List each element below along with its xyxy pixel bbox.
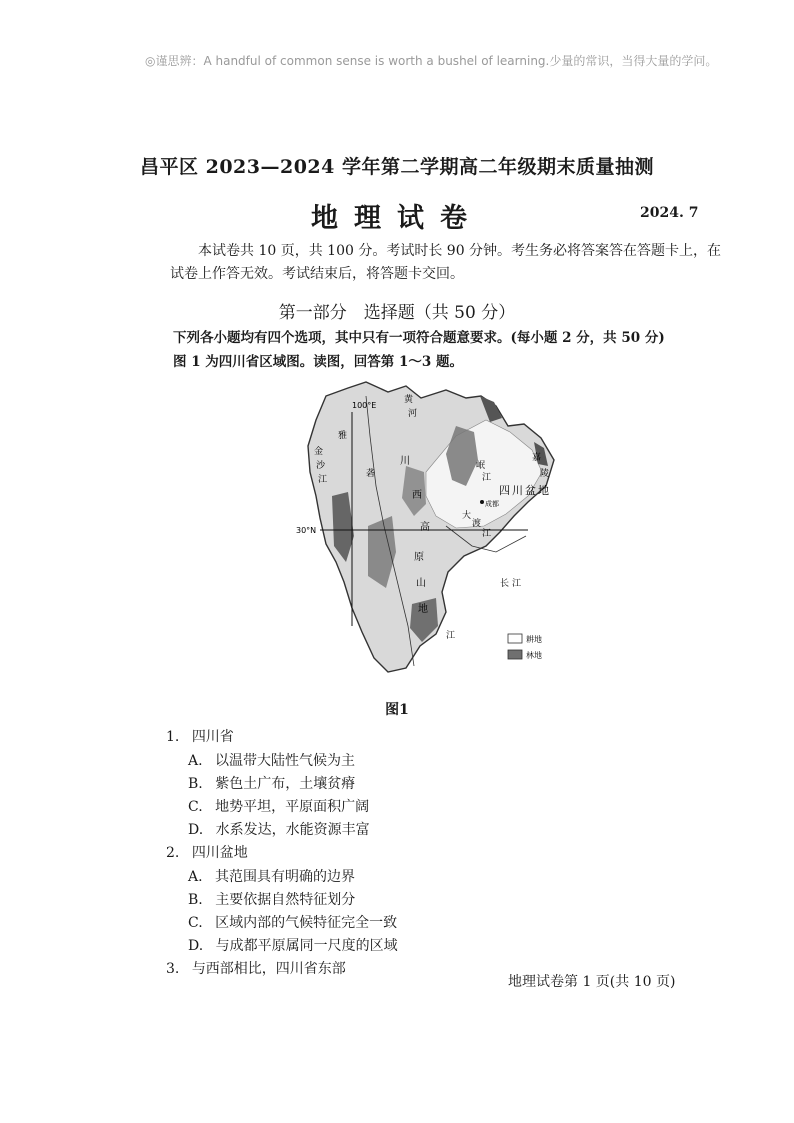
map-label: 雅 <box>338 431 348 441</box>
map-label: 沙 <box>316 461 326 471</box>
map-label: 江 <box>512 579 522 589</box>
map-label: 高 <box>420 522 430 533</box>
option-1d <box>188 819 370 839</box>
legend-farmland-swatch <box>508 634 522 643</box>
question-stem: 四川省 <box>191 729 234 745</box>
question-stem: 四川盆地 <box>191 845 248 861</box>
map-label: 山 <box>416 578 426 589</box>
map-label: 川 <box>400 456 410 467</box>
watermark-text: ◎谨思辨：A handful of common sense is worth a bushel of learning.少量的常识，当得大量的学问。 <box>145 54 718 68</box>
option-key: C. <box>188 799 203 815</box>
chengdu-marker <box>480 500 484 504</box>
map-label: 江 <box>446 631 456 641</box>
sichuan-map-figure <box>296 376 560 682</box>
question-number: 1. <box>166 729 180 745</box>
option-key: D. <box>188 938 204 954</box>
question-stem: 与西部相比，四川省东部 <box>191 961 346 977</box>
option-1c <box>188 796 369 816</box>
legend-farmland-label: 耕地 <box>526 635 542 644</box>
latitude-label: 30°N <box>296 526 317 535</box>
map-label: 江 <box>482 473 492 483</box>
map-label: 江 <box>318 475 328 485</box>
option-key: A. <box>188 869 203 885</box>
figure-intro: 图 1 为四川省区域图。读图，回答第 1～3 题。 <box>173 354 463 370</box>
map-label: 嘉 <box>532 453 542 463</box>
exam-intro: 本试卷共 10 页，共 100 分。考试时长 90 分钟。考生务必将答案答在答题卡上，在试卷上作答无效。考试结束后，将答题卡交回。 <box>170 243 722 282</box>
legend-forest-swatch <box>508 650 522 659</box>
map-label: 江 <box>482 529 492 539</box>
option-text: 主要依据自然特征划分 <box>215 892 356 908</box>
subject-title: 地理试卷 <box>311 203 483 234</box>
option-1b <box>188 773 355 793</box>
option-text: 其范围具有明确的边界 <box>215 869 356 885</box>
city-label: 成都 <box>485 500 499 508</box>
figure-caption: 图1 <box>385 702 409 718</box>
map-label: 砻 <box>366 469 376 479</box>
option-text: 地势平坦，平原面积广阔 <box>215 799 370 815</box>
map-label: 西 <box>412 490 422 501</box>
map-label: 河 <box>408 409 418 419</box>
page-footer: 地理试卷第 1 页(共 10 页) <box>508 974 676 990</box>
instructions: 下列各小题均有四个选项，其中只有一项符合题意要求。(每小题 2 分，共 50 分) <box>173 330 665 346</box>
map-label: 金 <box>314 447 324 457</box>
option-2d <box>188 935 398 955</box>
question-3 <box>166 958 346 978</box>
option-key: C. <box>188 915 203 931</box>
part-title: 第一部分 选择题（共 50 分） <box>278 303 516 323</box>
option-2c <box>188 912 397 932</box>
basin-label: 四川盆地 <box>499 484 551 497</box>
option-key: B. <box>188 892 203 908</box>
option-key: B. <box>188 776 203 792</box>
option-key: A. <box>188 753 203 769</box>
option-1a <box>188 750 355 770</box>
option-text: 水系发达，水能资源丰富 <box>215 822 370 838</box>
map-label: 黄 <box>404 395 414 405</box>
longitude-label: 100°E <box>352 401 377 410</box>
exam-date: 2024. 7 <box>640 205 699 221</box>
question-number: 3. <box>166 961 180 977</box>
map-label: 渡 <box>472 519 482 529</box>
map-label: 大 <box>462 511 472 521</box>
map-label: 地 <box>418 604 428 615</box>
map-label: 陵 <box>540 469 550 479</box>
question-1 <box>166 726 234 746</box>
option-text: 区域内部的气候特征完全一致 <box>215 915 398 931</box>
sichuan-map <box>296 376 560 682</box>
exam-title: 昌平区 2023—2024 学年第二学期高二年级期末质量抽测 <box>140 156 654 178</box>
option-text: 以温带大陆性气候为主 <box>215 753 356 769</box>
option-text: 紫色土广布，土壤贫瘠 <box>215 776 356 792</box>
map-label: 原 <box>414 552 424 563</box>
map-label: 长 <box>500 579 510 589</box>
legend-forest-label: 林地 <box>526 651 542 660</box>
option-2b <box>188 889 355 909</box>
map-label: 岷 <box>476 461 486 471</box>
option-2a <box>188 866 355 886</box>
option-key: D. <box>188 822 204 838</box>
question-2 <box>166 842 248 862</box>
question-number: 2. <box>166 845 180 861</box>
option-text: 与成都平原属同一尺度的区域 <box>215 938 398 954</box>
